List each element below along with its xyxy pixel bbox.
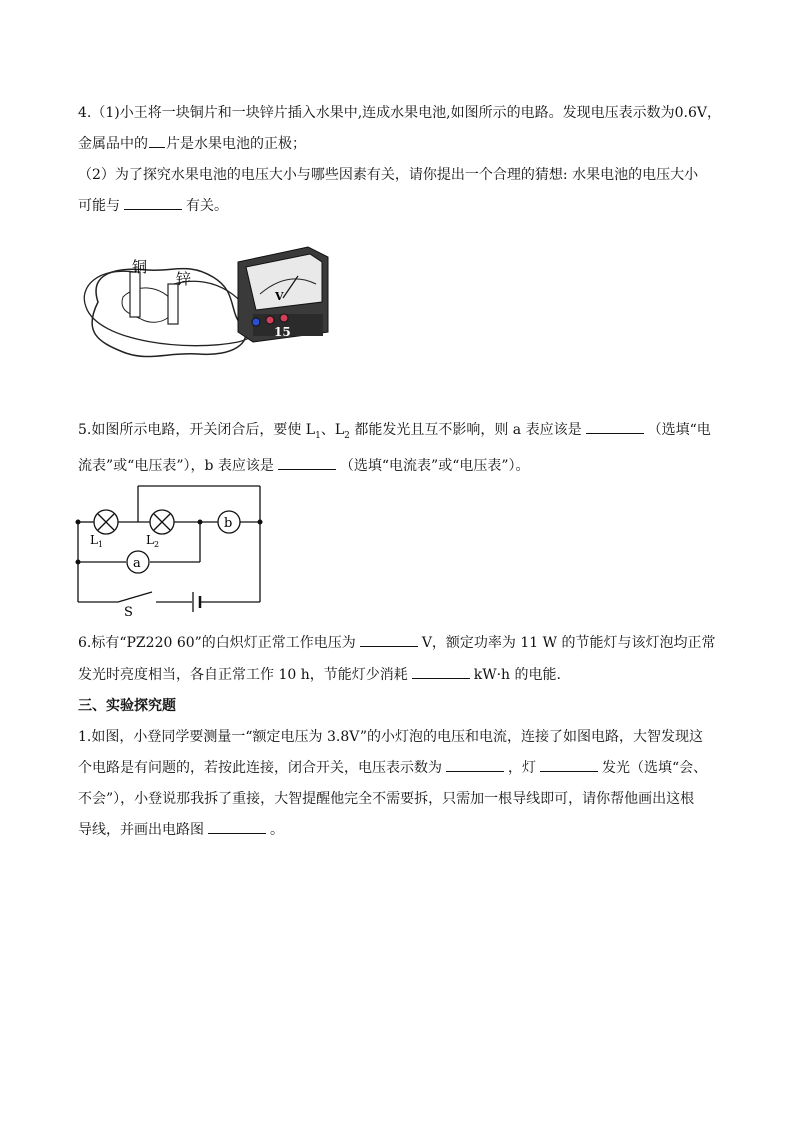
fruit-battery-figure (78, 242, 338, 377)
answer-blank[interactable] (360, 633, 418, 647)
lamp-l2 (150, 510, 174, 534)
q4-line-2: 金属品中的 片是水果电池的正极； (78, 136, 306, 152)
s3-q1-line-4: 导线，并画出电路图 。 (78, 822, 284, 838)
terminal-3 (266, 316, 274, 324)
answer-blank[interactable] (278, 456, 336, 470)
zinc-label: 锌 (176, 270, 192, 288)
copper-label: 铜 (132, 258, 148, 276)
circuit-figure (72, 482, 272, 622)
voltmeter (238, 247, 328, 342)
section-heading: 三、实验探究题 (78, 698, 176, 714)
meter-b-label: b (224, 516, 233, 531)
q4-line-4: 可能与 有关。 (78, 198, 228, 214)
copper-plate (130, 272, 140, 317)
meter-a-label: a (133, 556, 141, 571)
answer-blank[interactable] (149, 134, 165, 148)
wire-copper (84, 271, 134, 307)
answer-blank[interactable] (412, 665, 470, 679)
answer-blank[interactable] (124, 196, 182, 210)
q5-line-2: 流表”或“电压表”），b 表应该是 （选填“电流表”或“电压表”）。 (78, 458, 530, 474)
lamp-l1 (94, 510, 118, 534)
terminal-negative (252, 318, 260, 326)
switch-label: S (124, 605, 133, 620)
q4-line-3: （2）为了探究水果电池的电压大小与哪些因素有关，请你提出一个合理的猜想: 水果电池的电压大小 (78, 167, 699, 183)
q5-line-1: 5.如图所示电路，开关闭合后，要使 $L_1$、$L_2$ 都能发光且互不影响，则 a 表应该是 （选填“电 (78, 422, 711, 441)
answer-blank[interactable] (540, 758, 598, 772)
lamp-l2-label: $L_2$ (146, 533, 160, 549)
q4-line-1: 4.（1)小王将一块铜片和一块锌片插入水果中,连成水果电池,如图所示的电路。发现电压表示数为0.6V， (78, 105, 721, 121)
answer-blank[interactable] (208, 820, 266, 834)
q6-line-2: 发光时亮度相当，各自正常工作 10 h，节能灯少消耗 kW·h 的电能. (78, 667, 561, 683)
voltmeter-symbol: V (275, 290, 284, 303)
s3-q1-line-1: 1.如图，小登同学要测量一“额定电压为 3.8V”的小灯泡的电压和电流，连接了如图电路，大智发现这 (78, 729, 704, 745)
lamp-l1-label: $L_1$ (90, 533, 104, 549)
answer-blank[interactable] (446, 758, 504, 772)
terminal-15 (280, 314, 288, 322)
answer-blank[interactable] (586, 420, 644, 434)
terminal-label: 15 (274, 325, 291, 339)
q6-line-1: 6.标有“PZ220 60”的白炽灯正常工作电压为 V，额定功率为 11 W 的节能灯与该灯泡均正常 (78, 635, 716, 651)
s3-q1-line-3: 不会”），小登说那我拆了重接，大智提醒他完全不需要拆，只需加一根导线即可，请你帮他画出这根 (78, 791, 695, 807)
zinc-plate (168, 284, 178, 324)
s3-q1-line-2: 个电路是有问题的，若按此连接，闭合开关，电压表示数为 ，灯 发光（选填“会、 (78, 760, 708, 776)
